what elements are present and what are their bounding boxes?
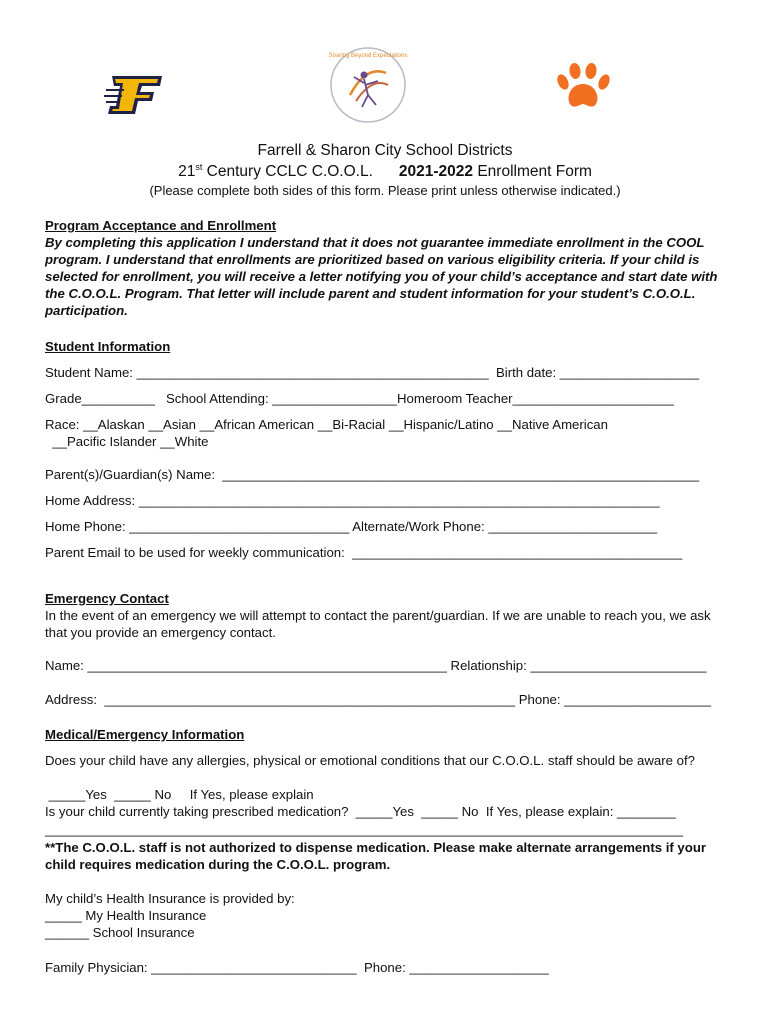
insurance-option-my[interactable]: _____ My Health Insurance <box>45 908 207 923</box>
parent-email-field[interactable]: Parent Email to be used for weekly communication: _____________________________________________ <box>45 545 683 560</box>
cool-program-seal <box>328 45 408 125</box>
emergency-body: In the event of an emergency we will attempt to contact the parent/guardian. If we are unable to reach you, we ask that you provide an emergency contact. <box>45 608 711 640</box>
student-heading: Student Information <box>45 339 171 354</box>
student-name-field[interactable]: Student Name: ________________________________________________ Birth date: ___________________ <box>45 365 700 380</box>
home-address-field[interactable]: Home Address: _______________________________________________________________________ <box>45 493 660 508</box>
home-phone-field[interactable]: Home Phone: ______________________________ Alternate/Work Phone: _______________________ <box>45 519 658 534</box>
allergy-answer[interactable]: _____Yes _____ No If Yes, please explain <box>45 787 314 802</box>
emergency-heading: Emergency Contact <box>45 591 169 606</box>
program-acceptance-section <box>45 217 730 319</box>
program-heading: Program Acceptance and Enrollment <box>45 218 277 233</box>
parent-name-field[interactable]: Parent(s)/Guardian(s) Name: _________________________________________________________________ <box>45 467 700 482</box>
logo-row <box>0 0 770 130</box>
grade-school-field[interactable]: Grade__________ School Attending: _________________Homeroom Teacher______________________ <box>45 391 674 406</box>
farrell-f-logo <box>104 74 164 116</box>
form-instructions: (Please complete both sides of this form. Please print unless otherwise indicated.) <box>149 183 621 198</box>
school-year: 2021-2022 <box>398 163 474 181</box>
medication-explain-line[interactable]: _______________________________________________________________________________________ <box>45 822 684 837</box>
race-options[interactable]: Race: __Alaskan __Asian __African American __Bi-Racial __Hispanic/Latino __Native American <box>45 417 608 432</box>
medication-question[interactable]: Is your child currently taking prescribed medication? _____Yes _____ No If Yes, please explain: ________ <box>45 804 676 819</box>
program-body: By completing this application I understand that it does not guarantee immediate enrollment in the COOL program. I understand that enrollments are prioritized based on various eligibility criteria. If your child is selected for enrollment, you will receive a letter notifying you of your child’s acceptance and start date with the C.O.O.L. Program. That letter will include parent and student information for your student’s C.O.O.L. participation. <box>45 235 718 318</box>
insurance-question: My child’s Health Insurance is provided by: <box>45 891 295 906</box>
physician-field[interactable]: Family Physician: ____________________________ Phone: ___________________ <box>45 960 549 975</box>
emergency-name-field[interactable]: Name: _________________________________________________ Relationship: ________________________ <box>45 658 707 673</box>
medical-heading: Medical/Emergency Information <box>45 727 245 742</box>
allergy-question: Does your child have any allergies, physical or emotional conditions that our C.O.O.L. staff should be aware of? <box>45 753 695 768</box>
form-title: 21st Century CCLC C.O.O.L. 2021-2022 Enrollment Form <box>178 162 592 181</box>
form-district-title: Farrell & Sharon City School Districts <box>257 142 513 159</box>
emergency-section <box>45 590 730 641</box>
medication-notice: **The C.O.O.L. staff is not authorized to dispense medication. Please make alternate arrangements if your child requires medication during the C.O.O.L. program. <box>45 840 707 872</box>
seal-text: Soaring Beyond Expectations <box>328 53 408 59</box>
emergency-address-field[interactable]: Address: ________________________________________________________ Phone: ____________________ <box>45 692 711 707</box>
insurance-option-school[interactable]: ______ School Insurance <box>45 925 195 940</box>
race-options-2[interactable]: __Pacific Islander __White <box>45 434 209 449</box>
paw-print-logo <box>556 62 612 110</box>
